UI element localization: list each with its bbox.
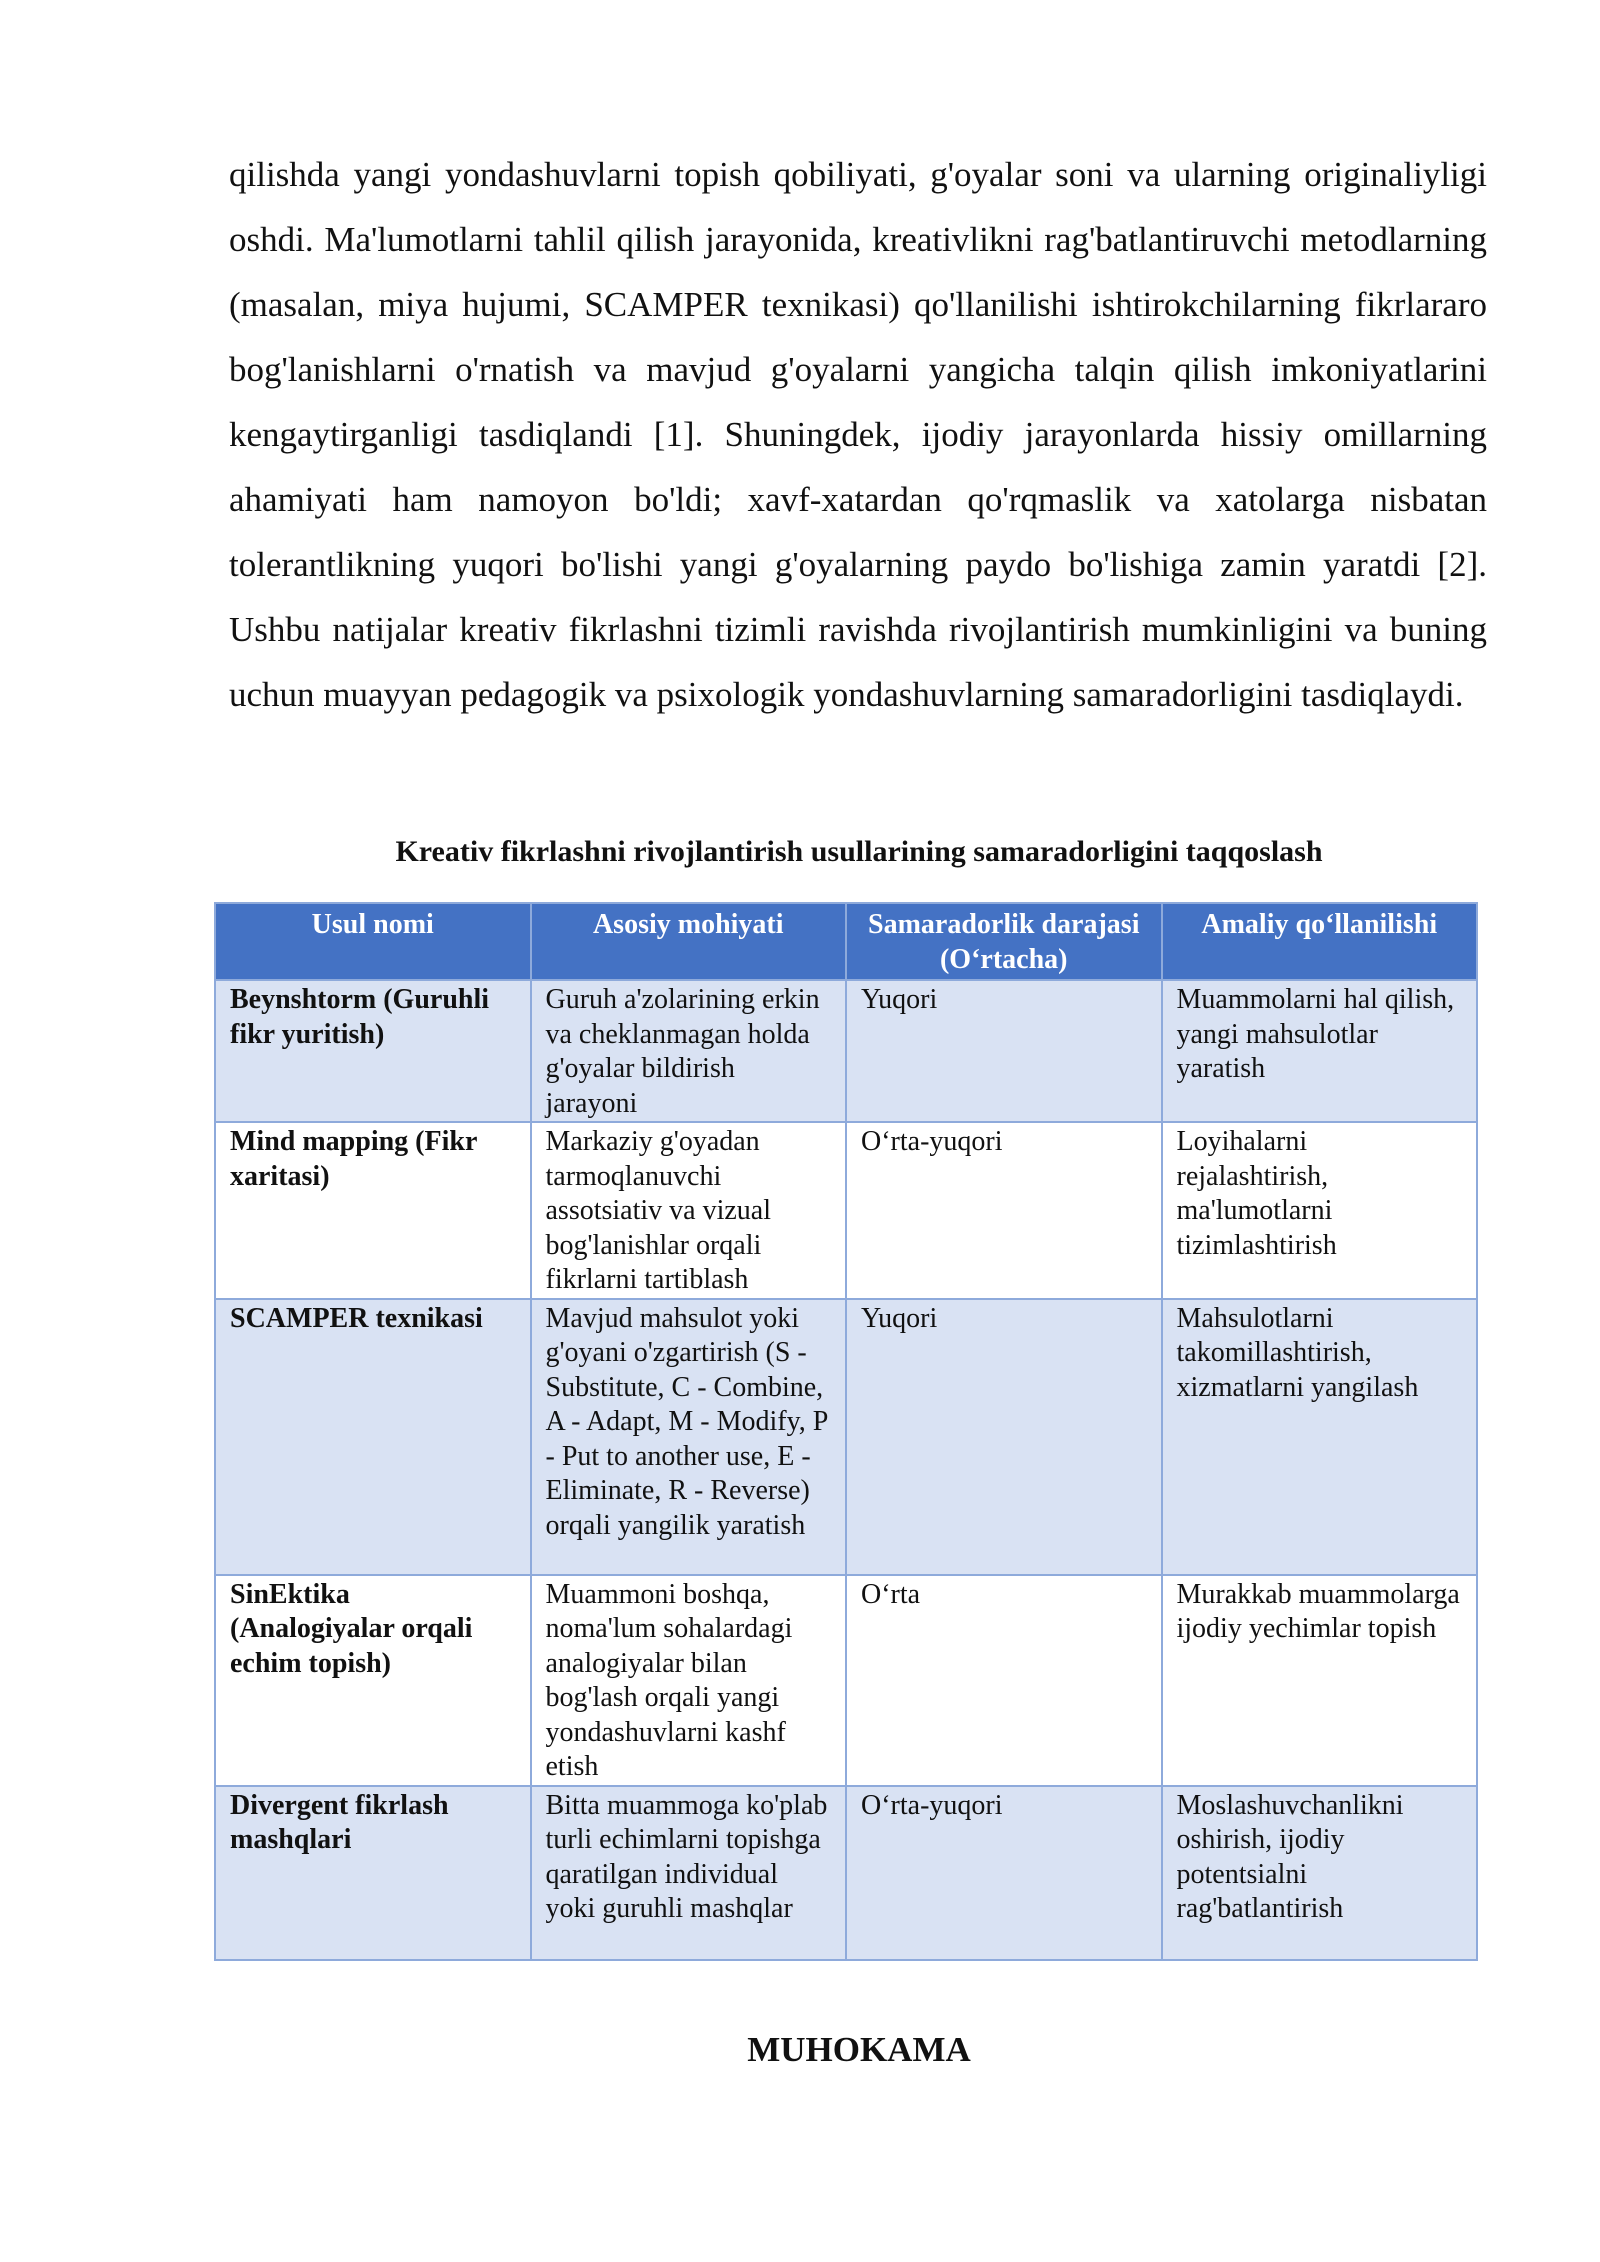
- cell-application: Murakkab muammolarga ijodiy yechimlar topish: [1162, 1575, 1478, 1786]
- table-caption: Kreativ fikrlashni rivojlantirish usullarining samaradorligini taqqoslash: [395, 835, 1323, 868]
- header-application: Amaliy qo‘llanilishi: [1162, 903, 1478, 980]
- comparison-table-wrapper: [214, 902, 1476, 1961]
- comparison-table: [214, 902, 1478, 1961]
- cell-effectiveness: Yuqori: [846, 1299, 1162, 1575]
- cell-method-name: SCAMPER texnikasi: [215, 1299, 531, 1575]
- cell-method-name: Divergent fikrlash mashqlari: [215, 1786, 531, 1960]
- table-row: [215, 1786, 1477, 1960]
- cell-essence: Guruh a'zolarining erkin va cheklanmagan holda g'oyalar bildirish jarayoni: [531, 980, 847, 1122]
- cell-effectiveness: O‘rta: [846, 1575, 1162, 1786]
- cell-essence: Markaziy g'oyadan tarmoqlanuvchi assotsiativ va vizual bog'lanishlar orqali fikrlarni tartiblash: [531, 1122, 847, 1299]
- body-paragraph: qilishda yangi yondashuvlarni topish qobiliyati, g'oyalar soni va ularning originaliyligi oshdi. Ma'lumotlarni tahlil qilish jarayonida, kreativlikni rag'batlantiruvchi metodlarning (masalan, miya hujumi, SCAMPER texnikasi) qo'llanilishi ishtirokchilarning fikrlararo bog'lanishlarni o'rnatish va mavjud g'oyalarni yangicha talqin qilish imkoniyatlarini kengaytirganligi tasdiqlandi [1]. Shuningdek, ijodiy jarayonlarda hissiy omillarning ahamiyati ham namoyon bo'ldi; xavf-xatardan qo'rqmaslik va xatolarga nisbatan tolerantlikning yuqori bo'lishi yangi g'oyalarning paydo bo'lishiga zamin yaratdi [2]. Ushbu natijalar kreativ fikrlashni tizimli ravishda rivojlantirish mumkinligini va buning uchun muayyan pedagogik va psixologik yondashuvlarning samaradorligini tasdiqlaydi.: [229, 155, 1487, 714]
- table-row: [215, 980, 1477, 1122]
- section-heading: MUHOKAMA: [747, 2030, 971, 2069]
- table-header-row: [215, 903, 1477, 980]
- table-row: [215, 1122, 1477, 1299]
- header-essence: Asosiy mohiyati: [531, 903, 847, 980]
- cell-effectiveness: Yuqori: [846, 980, 1162, 1122]
- cell-method-name: Mind mapping (Fikr xaritasi): [215, 1122, 531, 1299]
- cell-application: Loyihalarni rejalashtirish, ma'lumotlarni tizimlashtirish: [1162, 1122, 1478, 1299]
- cell-method-name: Beynshtorm (Guruhli fikr yuritish): [215, 980, 531, 1122]
- cell-essence: Mavjud mahsulot yoki g'oyani o'zgartirish (S - Substitute, C - Combine, A - Adapt, M - Modify, P - Put to another use, E - Eliminate, R - Reverse) orqali yangilik yaratish: [531, 1299, 847, 1575]
- cell-effectiveness: O‘rta-yuqori: [846, 1786, 1162, 1960]
- cell-application: Mahsulotlarni takomillashtirish, xizmatlarni yangilash: [1162, 1299, 1478, 1575]
- header-effectiveness: Samaradorlik darajasi (O‘rtacha): [846, 903, 1162, 980]
- header-method-name: Usul nomi: [215, 903, 531, 980]
- table-row: [215, 1575, 1477, 1786]
- table-row: [215, 1299, 1477, 1575]
- cell-method-name: SinEktika (Analogiyalar orqali echim topish): [215, 1575, 531, 1786]
- cell-essence: Bitta muammoga ko'plab turli echimlarni topishga qaratilgan individual yoki guruhli mashqlar: [531, 1786, 847, 1960]
- cell-essence: Muammoni boshqa, noma'lum sohalardagi analogiyalar bilan bog'lash orqali yangi yondashuvlarni kashf etish: [531, 1575, 847, 1786]
- cell-effectiveness: O‘rta-yuqori: [846, 1122, 1162, 1299]
- cell-application: Moslashuvchanlikni oshirish, ijodiy potentsialni rag'batlantirish: [1162, 1786, 1478, 1960]
- cell-application: Muammolarni hal qilish, yangi mahsulotlar yaratish: [1162, 980, 1478, 1122]
